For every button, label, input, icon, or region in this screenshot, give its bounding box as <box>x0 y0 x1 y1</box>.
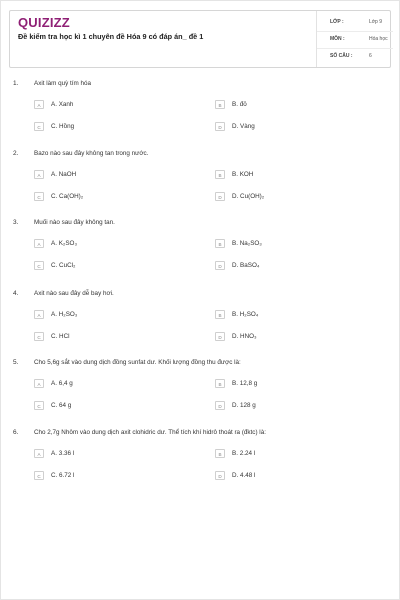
option-c[interactable] <box>34 192 204 204</box>
option-text: A. K₂SO₃ <box>51 240 78 247</box>
question-number: 4. <box>13 290 19 297</box>
option-text: D. Vàng <box>232 123 255 130</box>
option-text: B. Na₂SO₃ <box>232 240 262 247</box>
question-5 <box>0 359 400 419</box>
option-text: B. 2.24 l <box>232 450 256 457</box>
option-b[interactable] <box>215 100 385 112</box>
option-c[interactable] <box>34 261 204 273</box>
option-letter-box: C <box>34 122 44 131</box>
option-text: A. H₂SO₃ <box>51 311 78 318</box>
question-2 <box>0 150 400 210</box>
option-letter-box: C <box>34 401 44 410</box>
option-letter-box: C <box>34 471 44 480</box>
question-text: Axit làm quỳ tím hóa <box>34 80 92 87</box>
meta-key: LỚP : <box>330 19 344 25</box>
question-text: Axit nào sau đây dễ bay hơi. <box>34 290 114 297</box>
option-letter-box: C <box>34 261 44 270</box>
meta-key: SỐ CÂU : <box>330 53 353 59</box>
question-6 <box>0 429 400 489</box>
option-c[interactable] <box>34 471 204 483</box>
option-c[interactable] <box>34 401 204 413</box>
option-letter-box: B <box>215 170 225 179</box>
option-b[interactable] <box>215 239 385 251</box>
option-c[interactable] <box>34 122 204 134</box>
option-text: C. HCl <box>51 333 70 340</box>
option-d[interactable] <box>215 192 385 204</box>
option-letter-box: C <box>34 332 44 341</box>
option-d[interactable] <box>215 471 385 483</box>
option-letter-box: B <box>215 310 225 319</box>
question-number: 2. <box>13 150 19 157</box>
meta-value: Hóa học <box>369 36 388 42</box>
meta-row-subject <box>317 31 393 46</box>
option-letter-box: D <box>215 471 225 480</box>
option-b[interactable] <box>215 310 385 322</box>
option-b[interactable] <box>215 379 385 391</box>
option-letter-box: A <box>34 100 44 109</box>
meta-panel <box>316 11 393 67</box>
worksheet-title: Đề kiểm tra học kì 1 chuyên đề Hóa 9 có đáp án_ đề 1 <box>18 32 204 41</box>
option-text: B. H₂SO₄ <box>232 311 259 318</box>
option-d[interactable] <box>215 261 385 273</box>
option-letter-box: D <box>215 192 225 201</box>
option-a[interactable] <box>34 449 204 461</box>
question-number: 3. <box>13 219 19 226</box>
option-text: D. 4.48 l <box>232 472 256 479</box>
option-text: A. NaOH <box>51 171 77 178</box>
option-letter-box: D <box>215 401 225 410</box>
option-d[interactable] <box>215 332 385 344</box>
question-number: 5. <box>13 359 19 366</box>
option-letter-box: A <box>34 310 44 319</box>
question-3 <box>0 219 400 279</box>
option-a[interactable] <box>34 170 204 182</box>
question-text: Cho 5,6g sắt vào dung dịch đồng sunfat dư. Khối lượng đồng thu được là: <box>34 359 241 366</box>
quizizz-logo: QUIZIZZ <box>18 15 70 30</box>
option-b[interactable] <box>215 449 385 461</box>
option-text: B. 12,8 g <box>232 380 258 387</box>
question-text: Bazo nào sau đây không tan trong nước. <box>34 150 149 157</box>
question-text: Cho 2,7g Nhôm vào dung dịch axit clohidric dư. Thể tích khí hidrô thoát ra (đktc) là: <box>34 429 266 436</box>
option-text: D. Cu(OH)₂ <box>232 193 265 200</box>
option-text: A. Xanh <box>51 101 74 108</box>
worksheet-header <box>9 10 391 68</box>
option-letter-box: A <box>34 239 44 248</box>
option-letter-box: A <box>34 449 44 458</box>
option-text: D. HNO₃ <box>232 333 257 340</box>
option-letter-box: D <box>215 332 225 341</box>
question-1 <box>0 80 400 140</box>
option-text: C. Hồng <box>51 123 75 130</box>
option-c[interactable] <box>34 332 204 344</box>
option-a[interactable] <box>34 379 204 391</box>
question-number: 1. <box>13 80 19 87</box>
question-number: 6. <box>13 429 19 436</box>
option-text: D. BaSO₄ <box>232 262 260 269</box>
meta-row-question-count <box>317 48 393 63</box>
option-letter-box: A <box>34 379 44 388</box>
option-text: C. 6.72 l <box>51 472 75 479</box>
option-text: A. 6,4 g <box>51 380 73 387</box>
option-letter-box: C <box>34 192 44 201</box>
question-4 <box>0 290 400 350</box>
option-a[interactable] <box>34 239 204 251</box>
question-text: Muối nào sau đây không tan. <box>34 219 115 226</box>
meta-key: MÔN : <box>330 36 345 42</box>
option-letter-box: D <box>215 261 225 270</box>
option-letter-box: A <box>34 170 44 179</box>
option-text: C. Ca(OH)₂ <box>51 193 84 200</box>
option-text: A. 3.36 l <box>51 450 75 457</box>
option-text: C. CuCl₂ <box>51 262 76 269</box>
option-b[interactable] <box>215 170 385 182</box>
option-letter-box: B <box>215 449 225 458</box>
option-d[interactable] <box>215 401 385 413</box>
option-text: B. đỏ <box>232 101 247 108</box>
meta-row-class <box>317 15 393 29</box>
option-a[interactable] <box>34 100 204 112</box>
option-letter-box: B <box>215 100 225 109</box>
option-text: B. KOH <box>232 171 254 178</box>
option-letter-box: B <box>215 239 225 248</box>
option-d[interactable] <box>215 122 385 134</box>
option-a[interactable] <box>34 310 204 322</box>
option-text: C. 64 g <box>51 402 72 409</box>
option-letter-box: B <box>215 379 225 388</box>
option-text: D. 128 g <box>232 402 256 409</box>
option-letter-box: D <box>215 122 225 131</box>
meta-value: 6 <box>369 53 372 59</box>
meta-value: Lớp 9 <box>369 19 383 25</box>
